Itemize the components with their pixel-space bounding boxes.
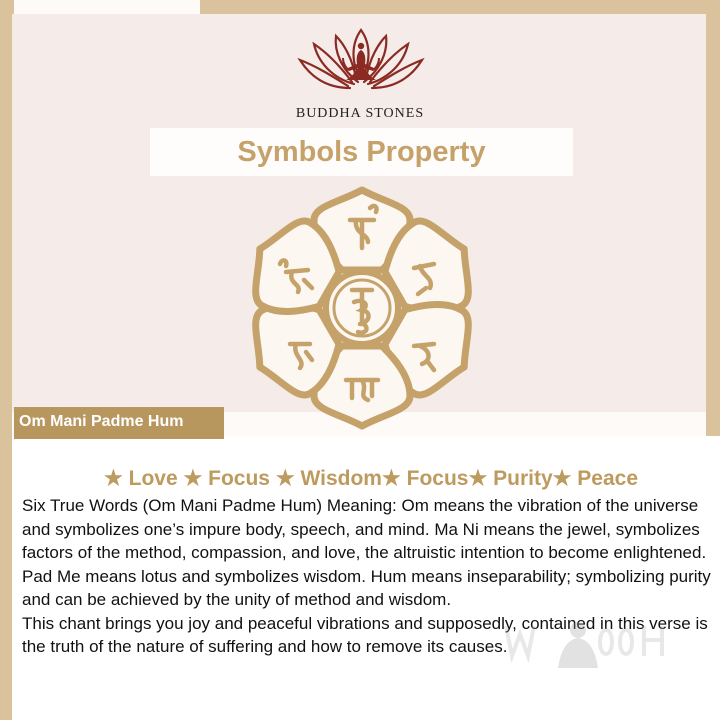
title-box xyxy=(150,128,573,176)
meditating-lotus-logo-icon xyxy=(296,22,426,96)
description-paragraph-2: This chant brings you joy and peaceful vibrations and supposedly, contained in this verse is the truth of the nature of suffering and how to remove its causes. xyxy=(22,613,708,656)
frame-left-lower xyxy=(0,180,12,720)
brand-name: BUDDHA STONES xyxy=(295,106,425,121)
om-mani-padme-hum-mandala-icon xyxy=(246,184,478,432)
page-title: Symbols Property xyxy=(237,135,486,168)
frame-top-right xyxy=(200,0,720,14)
description-paragraph-1: Six True Words (Om Mani Padme Hum) Meaning: Om means the vibration of the universe and symbolizes one’s impure body, speech, and mind. Ma Ni means the jewel, symbolizes factors of the method, compassion, and love, the altruistic intention to become enlightened. Pad Me means lotus and symbolizes wisdom. Hum means inseparability; symbolizing purity and can be achieved by the unity of method and wisdom. xyxy=(22,496,711,609)
section-tag-label: Om Mani Padme Hum xyxy=(19,413,184,430)
section-tag xyxy=(14,407,224,439)
buddha-watermark-icon xyxy=(498,616,698,670)
virtues-line: ★ Love ★ Focus ★ Wisdom★ Focus★ Purity★ Peace xyxy=(103,467,639,490)
frame-right xyxy=(706,0,720,436)
